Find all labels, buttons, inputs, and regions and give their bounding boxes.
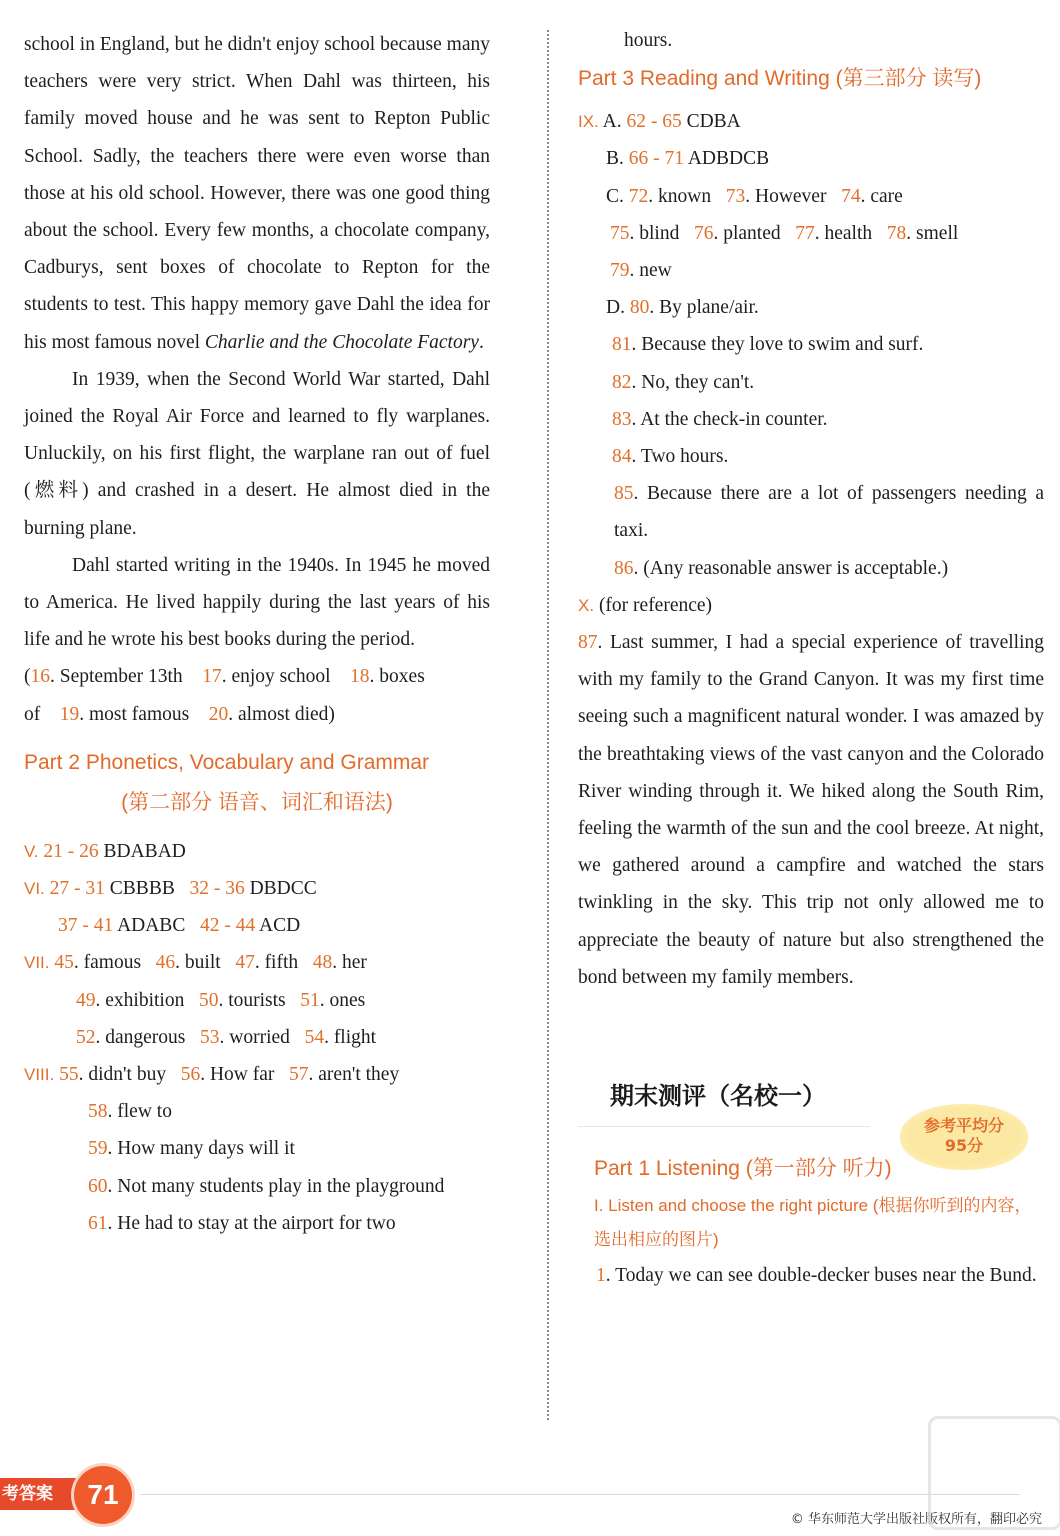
answer-83: 83. At the check-in counter. [612,408,828,430]
answer-84: 84. Two hours. [612,446,729,468]
section-ix-c-row2: 75. blind 76. planted 77. health 78. smell [610,222,959,244]
answer-87-essay: 87. Last summer, I had a special experience of travelling with my family to the Grand Canyon. It was my first time seeing such a magnificent natural wonder. I was amazed by the breathtaking views of the vast canyon and the Colorado River winding through it. We hiked along the South Rim, feeling the warmth of the sun and the cool breeze. At night, we gathered around a campfire and watched the stars twinkling in the sky. This trip not only allowed me to appreciate the beauty of nature but also strengthened the bond between my family members. [578,632,1045,988]
part3-heading: Part 3 Reading and Writing (第三部分 读写) [578,67,982,91]
section-vii-row2: 49. exhibition 50. tourists 51. ones [76,989,366,1011]
left-column [24,26,490,1242]
section-x: X. (for reference) [578,594,713,616]
part1-heading: Part 1 Listening (第一部分 听力) [594,1157,892,1181]
answers-16-18: (16. September 13th 17. enjoy school 18. boxes [24,666,425,688]
section-ix-d: D. 80. By plane/air. [606,297,759,319]
answer-79: 79. new [610,260,672,282]
biography-paragraph-2: In 1939, when the Second World War started, Dahl joined the Royal Air Force and learned to fly warplanes. Unluckily, on his first flight, the warplane ran out of fuel (燃料) and crashed in a desert. He almost died in the burning plane. [24,368,490,539]
answer-61: 61. He had to stay at the airport for two [88,1212,396,1234]
page-number: 71 [74,1466,132,1524]
answer-59: 59. How many days will it [88,1138,295,1160]
answer-61-cont: hours. [624,30,673,51]
section-i-instruction: I. Listen and choose the right picture (根据你听到的内容，选出相应的图片) [594,1196,1032,1250]
section-ix-b: B. 66 - 71 ADBDCB [606,148,770,170]
novel-title: Charlie and the Chocolate Factory [204,331,479,353]
exam-title: 期末测评（名校一） [578,1066,870,1127]
section-vi: VI. 27 - 31 CBBBB 32 - 36 DBDCC [24,878,317,900]
biography-paragraph-1: school in England, but he didn't enjoy school because many teachers were very strict. When Dahl was thirteen, his family moved house and he was sent to Repton Public School. Sadly, the teachers there were even worse than those at his old school. However, there was one good thing about the school. Every few months, a chocolate company, Cadburys, sent boxes of chocolate to Repton for the students to test. This happy memory gave Dahl the idea for his most famous novel Charlie and the Chocolate Factory. [24,34,491,353]
biography-paragraph-3: Dahl started writing in the 1940s. In 1945 he moved to America. He lived happily during the last years of his life and he wrote his best books during the period. [24,554,490,651]
answer-58: 58. flew to [88,1101,172,1123]
section-viii: VIII. 55. didn't buy 56. How far 57. aren't they [24,1064,400,1086]
answer-86: 86. (Any reasonable answer is acceptable.) [614,557,949,579]
copyright-notice: © 华东师范大学出版社版权所有，翻印必究 [790,1512,1042,1527]
answer-tab: 考答案 [0,1478,84,1510]
section-ix-c: C. 72. known 73. However 74. care [606,185,903,207]
answer-81: 81. Because they love to swim and surf. [612,334,924,356]
answer-82: 82. No, they can't. [612,371,755,393]
section-vii: VII. 45. famous 46. built 47. fifth 48. her [24,952,367,974]
section-vi-cont: 37 - 41 ADABC 42 - 44 ACD [58,915,301,937]
answers-19-20: of 19. most famous 20. almost died) [24,703,335,725]
watermark-logo [928,1416,1060,1530]
section-v: V. 21 - 26 BDABAD [24,840,186,862]
answer-85: 85. Because there are a lot of passengers needing a taxi. [614,483,1044,542]
average-score-badge: 参考平均分 95分 [900,1104,1028,1170]
answer-60: 60. Not many students play in the playground [88,1175,445,1197]
section-vii-row3: 52. dangerous 53. worried 54. flight [76,1026,377,1048]
part2-heading: Part 2 Phonetics, Vocabulary and Grammar [24,750,430,774]
answer-1: 1. Today we can see double-decker buses near the Bund. [596,1265,1037,1287]
footer-rule [140,1494,1020,1495]
section-ix-a: IX. A. 62 - 65 CDBA [578,111,741,133]
column-divider [547,30,549,1420]
part2-subheading: (第二部分 语音、词汇和语法) [121,790,393,814]
